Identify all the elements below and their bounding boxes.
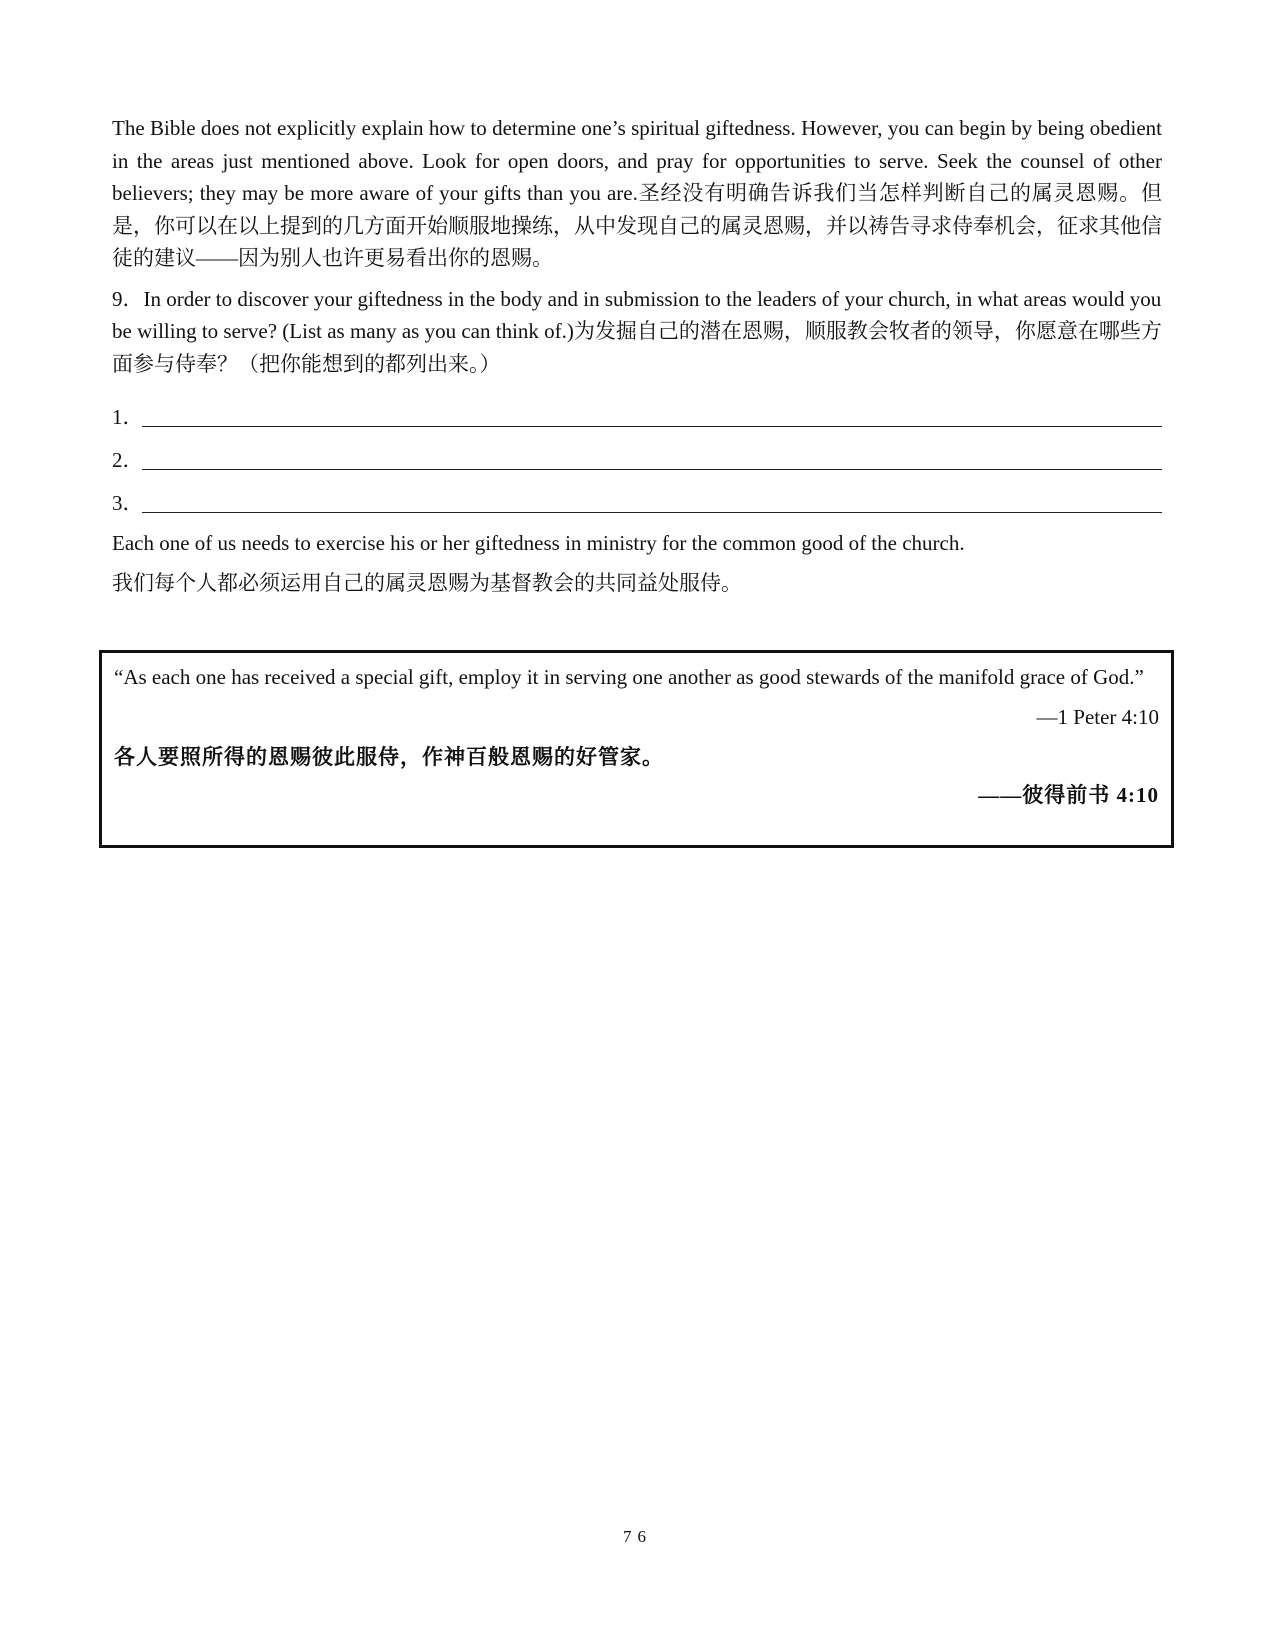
closing-chinese: 我们每个人都必须运用自己的属灵恩赐为基督教会的共同益处服侍。 bbox=[112, 571, 742, 595]
answer-line-3 bbox=[112, 476, 1162, 519]
document-body bbox=[112, 112, 1162, 599]
answer-number: 1． bbox=[112, 405, 144, 429]
quote-chinese: 各人要照所得的恩赐彼此服侍，作神百般恩赐的好管家。 bbox=[114, 745, 664, 769]
quote-chinese-reference: ——彼得前书 4:10 bbox=[978, 783, 1159, 807]
answer-lines bbox=[112, 390, 1162, 519]
scripture-quote-box bbox=[99, 650, 1174, 848]
page-number: 76 bbox=[623, 1527, 652, 1546]
quote-english: “As each one has received a special gift, employ it in serving one another as good stewards of the manifold grace of God.” bbox=[114, 665, 1144, 689]
intro-paragraph: The Bible does not explicitly explain how to determine one’s spiritual giftedness. However, you can begin by being obedient in the areas just mentioned above. Look for open doors, and pray for opportunities to serve. Seek the counsel of other believers; they may be more aware of your gifts than you are.圣经没有明确告诉我们当怎样判断自己的属灵恩赐。但是，你可以在以上提到的几方面开始顺服地操练，从中发现自己的属灵恩赐，并以祷告寻求侍奉机会，征求其他信徒的建议——因为别人也许更易看出你的恩赐。 bbox=[112, 116, 1162, 270]
answer-blank[interactable] bbox=[142, 402, 1162, 427]
quote-english-reference: —1 Peter 4:10 bbox=[1036, 705, 1159, 729]
answer-number: 3． bbox=[112, 491, 144, 515]
question-9: 9．In order to discover your giftedness in the body and in submission to the leaders of your church, in what areas would you be willing to serve? (List as many as you can think of.)为发掘自己的潜在恩赐，顺服教会牧者的领导，你愿意在哪些方面参与侍奉？（把你能想到的都列出来。） bbox=[112, 286, 1162, 376]
closing-english: Each one of us needs to exercise his or her giftedness in ministry for the common good of the church. bbox=[112, 531, 965, 555]
answer-line-1 bbox=[112, 390, 1162, 433]
answer-line-2 bbox=[112, 433, 1162, 476]
answer-blank[interactable] bbox=[142, 445, 1162, 470]
answer-number: 2． bbox=[112, 448, 144, 472]
answer-blank[interactable] bbox=[142, 488, 1162, 513]
